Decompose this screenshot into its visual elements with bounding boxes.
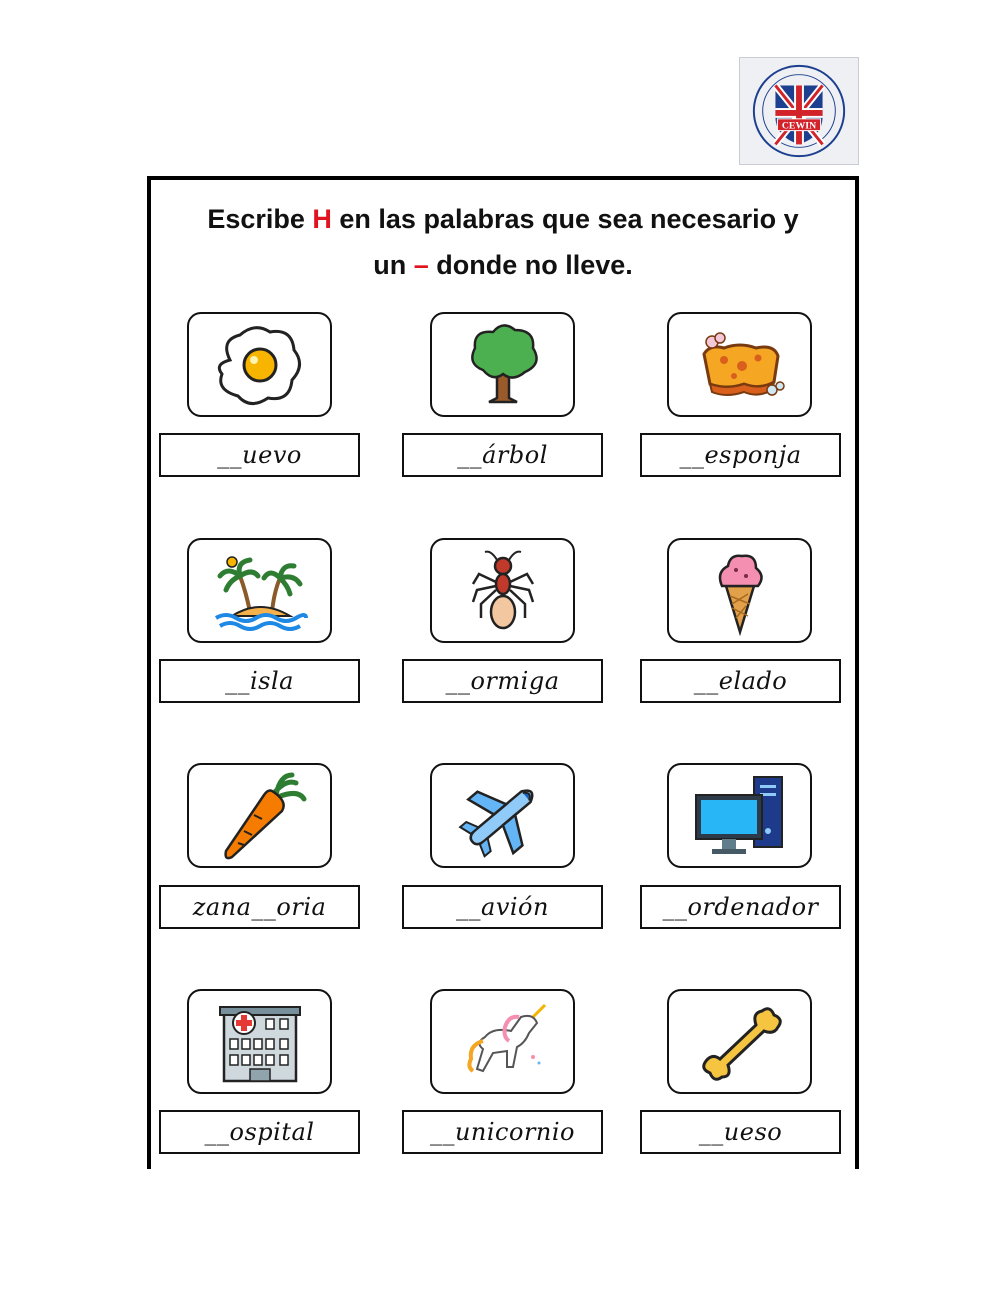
title-line-1: Escribe H en las palabras que sea necesario y [207,204,799,234]
unicorn-icon [453,997,553,1087]
logo-banner-text: CEWIN [781,120,817,132]
card-sponge [667,312,812,417]
tree-icon [453,320,553,410]
ice-cream-icon [690,546,790,636]
word-box-10[interactable]: __ospital [159,1110,360,1154]
word-box-8[interactable]: __avión [402,885,603,929]
word-box-6[interactable]: __elado [640,659,841,703]
card-bone [667,989,812,1094]
computer-icon [690,771,790,861]
word-box-1[interactable]: __uevo [159,433,360,477]
card-island [187,538,332,643]
card-ant [430,538,575,643]
hospital-icon [210,997,310,1087]
worksheet-title [150,196,856,288]
word-box-11[interactable]: __unicornio [402,1110,603,1154]
card-fried-egg [187,312,332,417]
word-box-12[interactable]: __ueso [640,1110,841,1154]
airplane-icon [453,771,553,861]
fried-egg-icon [210,320,310,410]
island-icon [210,546,310,636]
card-unicorn [430,989,575,1094]
word-box-2[interactable]: __árbol [402,433,603,477]
card-ice-cream [667,538,812,643]
card-hospital [187,989,332,1094]
sponge-icon [690,320,790,410]
card-computer [667,763,812,868]
word-box-9[interactable]: __ordenador [640,885,841,929]
card-airplane [430,763,575,868]
bone-icon [690,997,790,1087]
carrot-icon [210,771,310,861]
word-box-3[interactable]: __esponja [640,433,841,477]
word-box-4[interactable]: __isla [159,659,360,703]
word-box-7[interactable]: zana__oria [159,885,360,929]
title-line-2: un – donde no lleve. [373,250,633,280]
card-carrot [187,763,332,868]
school-logo [739,57,859,165]
word-box-5[interactable]: __ormiga [402,659,603,703]
card-tree [430,312,575,417]
ant-icon [453,546,553,636]
union-jack-shield-icon [740,58,858,164]
